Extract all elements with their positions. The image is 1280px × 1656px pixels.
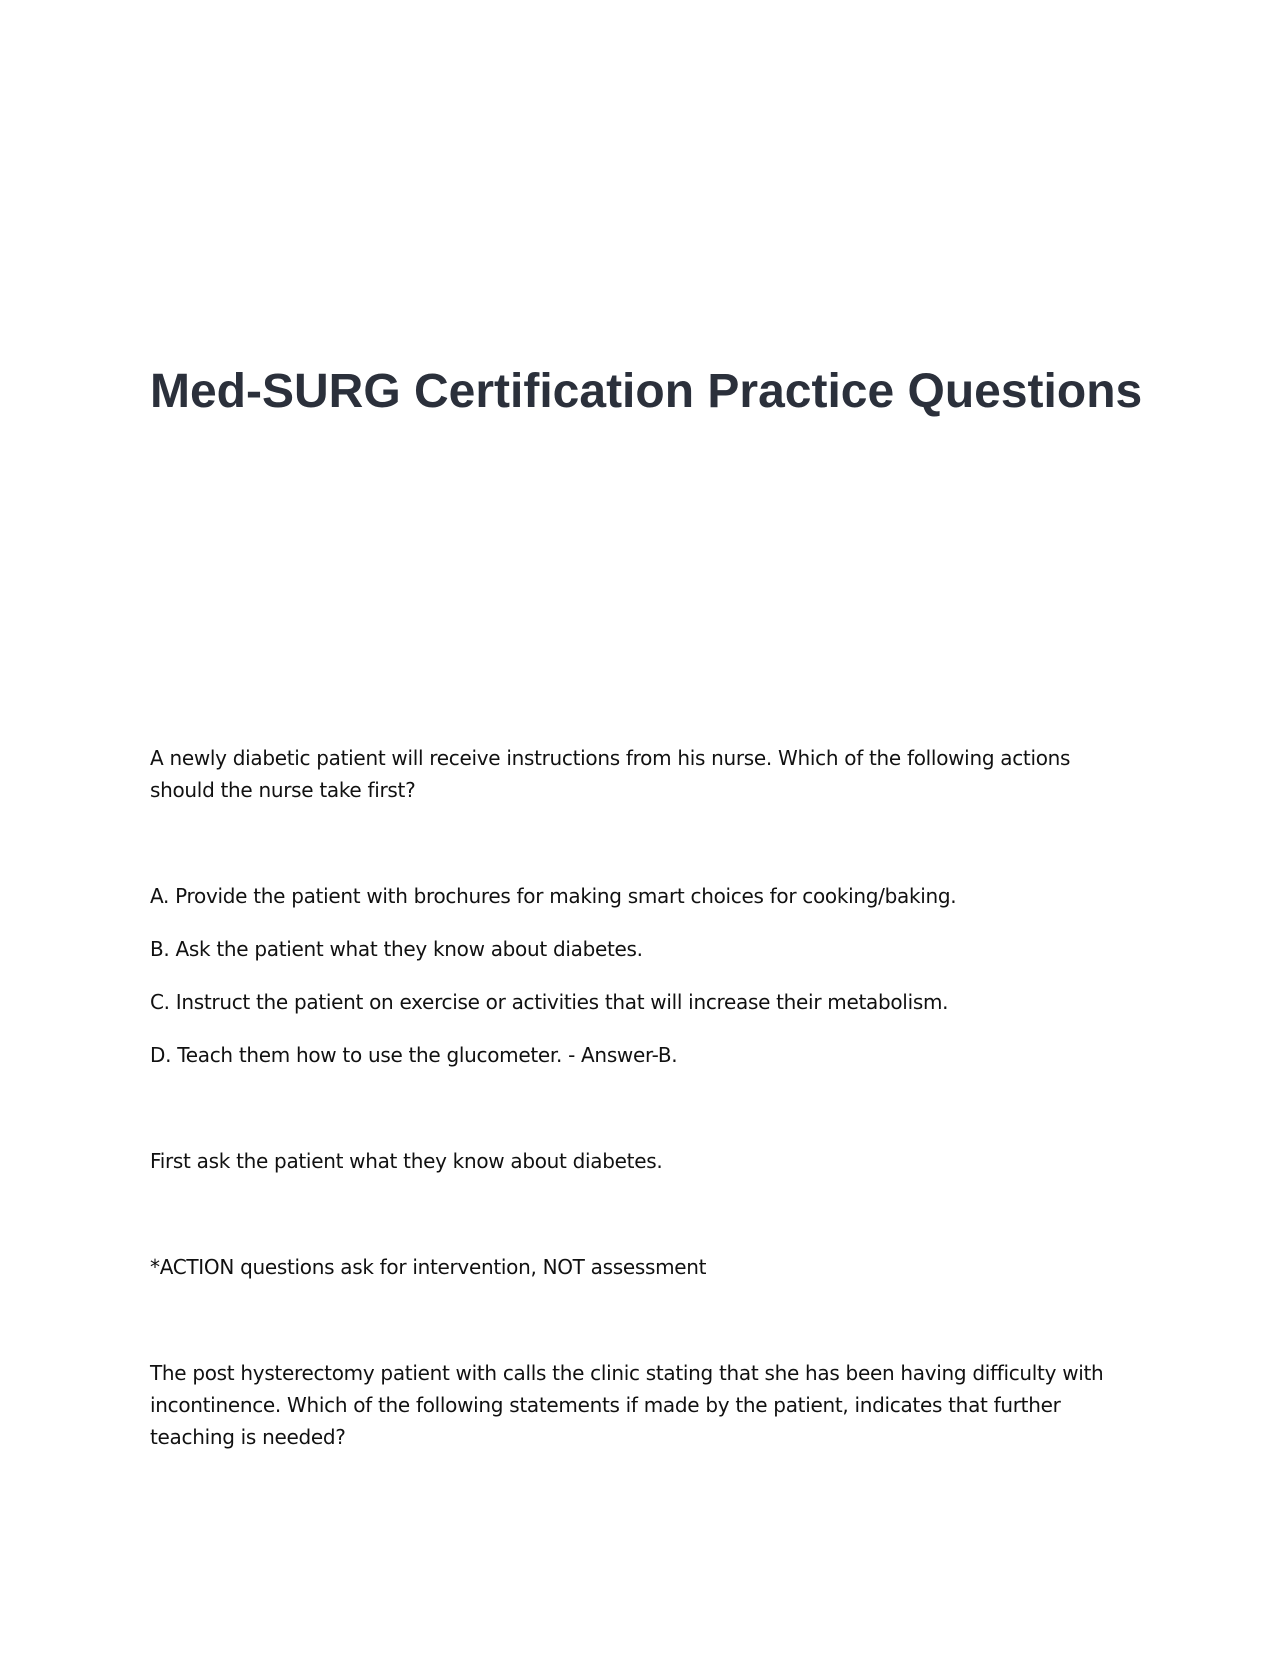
question-1-text: A newly diabetic patient will receive instructions from his nurse. Which of the following actions should the nurse take first? <box>150 746 1071 802</box>
question-1-explanation: First ask the patient what they know about diabetes. <box>150 1149 663 1173</box>
question-2-text: The post hysterectomy patient with calls the clinic stating that she has been having difficulty with incontinence. Which of the following statements if made by the patient, indicates that further teaching is needed? <box>150 1361 1104 1449</box>
question-1-note: *ACTION questions ask for intervention, NOT assessment <box>150 1255 707 1279</box>
question-1-option-d: D. Teach them how to use the glucometer. - Answer-B. <box>150 1043 678 1067</box>
question-1-option-b: B. Ask the patient what they know about diabetes. <box>150 937 643 961</box>
question-1-option-c: C. Instruct the patient on exercise or activities that will increase their metabolism. <box>150 990 949 1014</box>
question-1-option-a: A. Provide the patient with brochures for making smart choices for cooking/baking. <box>150 884 957 908</box>
document-title: Med-SURG Certification Practice Questions <box>150 365 1143 418</box>
